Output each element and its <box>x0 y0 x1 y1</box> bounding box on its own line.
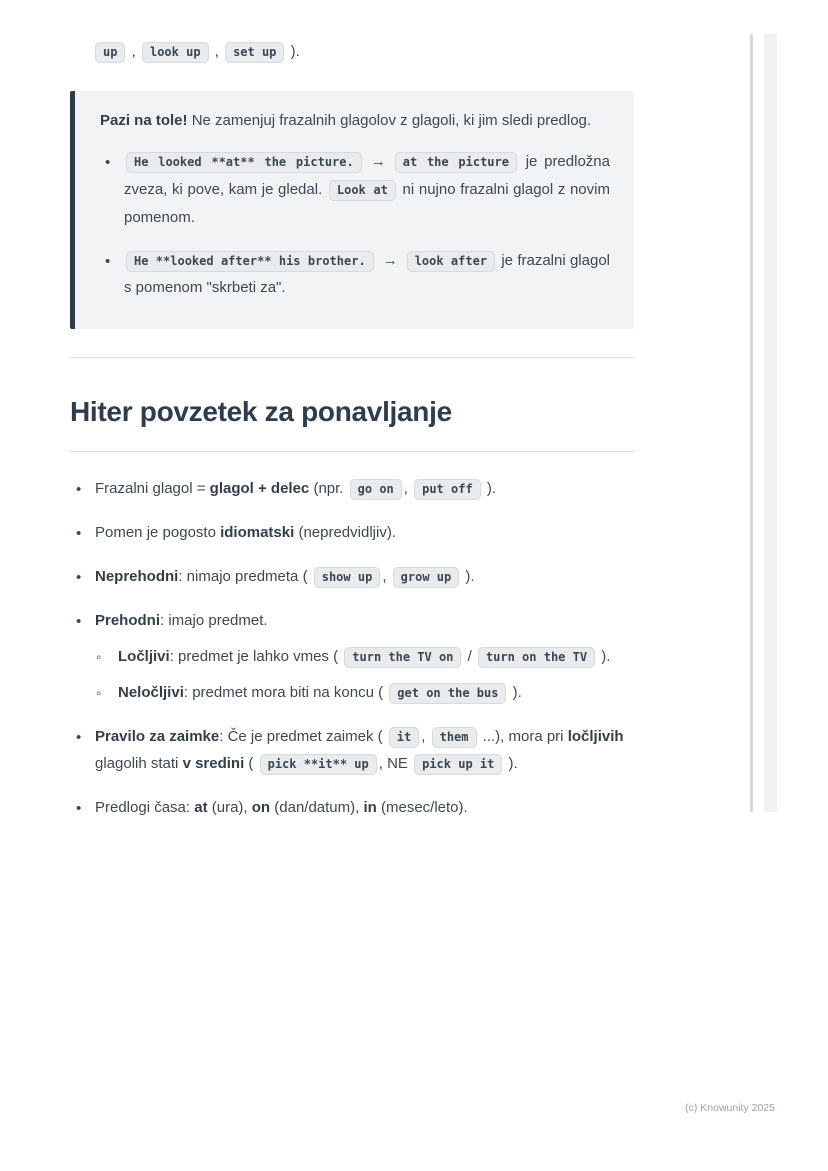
continuation-line: up , look up , set up ). <box>93 38 634 67</box>
code-chip: look after <box>407 251 495 272</box>
footer-credit: (c) Knowunity 2025 <box>685 1102 775 1114</box>
code-chip: get on the bus <box>389 683 506 704</box>
callout-item <box>100 148 610 231</box>
list-item <box>70 519 634 546</box>
code-chip: He looked **at** the picture. <box>126 152 362 173</box>
bold-text: in <box>363 798 377 816</box>
sub-list-item <box>96 643 634 670</box>
bold-text: glagol + delec <box>209 479 310 497</box>
list-item-text: Predlogi časa: at (ura), on (dan/datum), in (mesec/leto). <box>95 798 468 816</box>
bold-text: Neločljivi <box>118 683 184 701</box>
list-item-text: Pravilo za zaimke: Če je predmet zaimek ( it , them ...), mora pri ločljivih glagolih stati v sredini ( pick **it** up , NE pick up it ). <box>95 728 624 772</box>
code-chip: pick up it <box>414 754 502 775</box>
list-item-text: Pomen je pogosto idiomatski (nepredvidljiv). <box>95 523 396 541</box>
list-item-text: Frazalni glagol = glagol + delec (npr. go on , put off ). <box>95 480 496 497</box>
callout-list <box>100 148 610 302</box>
code-chip: them <box>432 727 477 748</box>
list-item-text: Prehodni: imajo predmet. <box>95 611 268 629</box>
bold-text: v sredini <box>182 754 245 772</box>
summary-list <box>70 475 634 821</box>
summary-sublist <box>95 643 634 706</box>
code-chip: it <box>389 727 419 748</box>
list-item-text: Neločljivi: predmet mora biti na koncu ( get on the bus ). <box>118 684 522 701</box>
code-chip: grow up <box>393 567 460 588</box>
list-item <box>70 607 634 706</box>
code-chip: go on <box>350 479 402 500</box>
bold-text: at <box>194 798 208 816</box>
sub-list-item <box>96 679 634 706</box>
list-item <box>70 563 634 590</box>
scrollbar[interactable] <box>764 34 777 812</box>
section-heading: Hiter povzetek za ponavljanje <box>70 396 452 427</box>
code-chip: turn the TV on <box>344 647 461 668</box>
list-item-text: Neprehodni: nimajo predmeta ( show up , grow up ). <box>95 568 475 585</box>
list-item <box>70 475 634 502</box>
page-content <box>70 38 634 821</box>
bold-text: ločljivih <box>567 727 624 745</box>
list-item <box>70 794 634 821</box>
callout-item-text: He looked **at** the picture. → at the picture je predložna zveza, ki pove, kam je gledal. Look at ni nujno frazalni glagol z novim pomenom. <box>124 153 610 226</box>
code-chip: pick **it** up <box>260 754 377 775</box>
heading-underline <box>70 451 634 452</box>
code-chip: put off <box>414 479 481 500</box>
bold-text: Ločljivi <box>118 647 170 665</box>
callout-item <box>100 247 610 303</box>
warning-callout <box>70 91 634 330</box>
bold-text: idiomatski <box>220 523 295 541</box>
code-chip: He **looked after** his brother. <box>126 251 374 272</box>
callout-intro: Pazi na tole! Ne zamenjuj frazalnih glagolov z glagoli, ki jim sledi predlog. <box>100 111 592 129</box>
code-chip: show up <box>314 567 381 588</box>
bold-text: Neprehodni <box>95 567 179 585</box>
page-edge-line <box>750 34 753 812</box>
bold-text: Pazi na tole! <box>100 111 188 129</box>
code-chip: up <box>95 42 125 63</box>
code-chip: at the picture <box>395 152 517 173</box>
bold-text: Prehodni <box>95 611 161 629</box>
code-chip: look up <box>142 42 209 63</box>
list-item-text: Ločljivi: predmet je lahko vmes ( turn the TV on / turn on the TV ). <box>118 648 610 665</box>
section-divider <box>70 357 634 358</box>
bold-text: Pravilo za zaimke <box>95 727 220 745</box>
code-chip: turn on the TV <box>478 647 595 668</box>
arrow-icon: → <box>382 251 398 269</box>
list-item <box>70 723 634 777</box>
callout-item-text: He **looked after** his brother. → look after je frazalni glagol s pomenom "skrbeti za". <box>124 252 610 297</box>
code-chip: set up <box>225 42 284 63</box>
bold-text: on <box>251 798 271 816</box>
arrow-icon: → <box>370 153 386 171</box>
code-chip: Look at <box>329 180 396 201</box>
